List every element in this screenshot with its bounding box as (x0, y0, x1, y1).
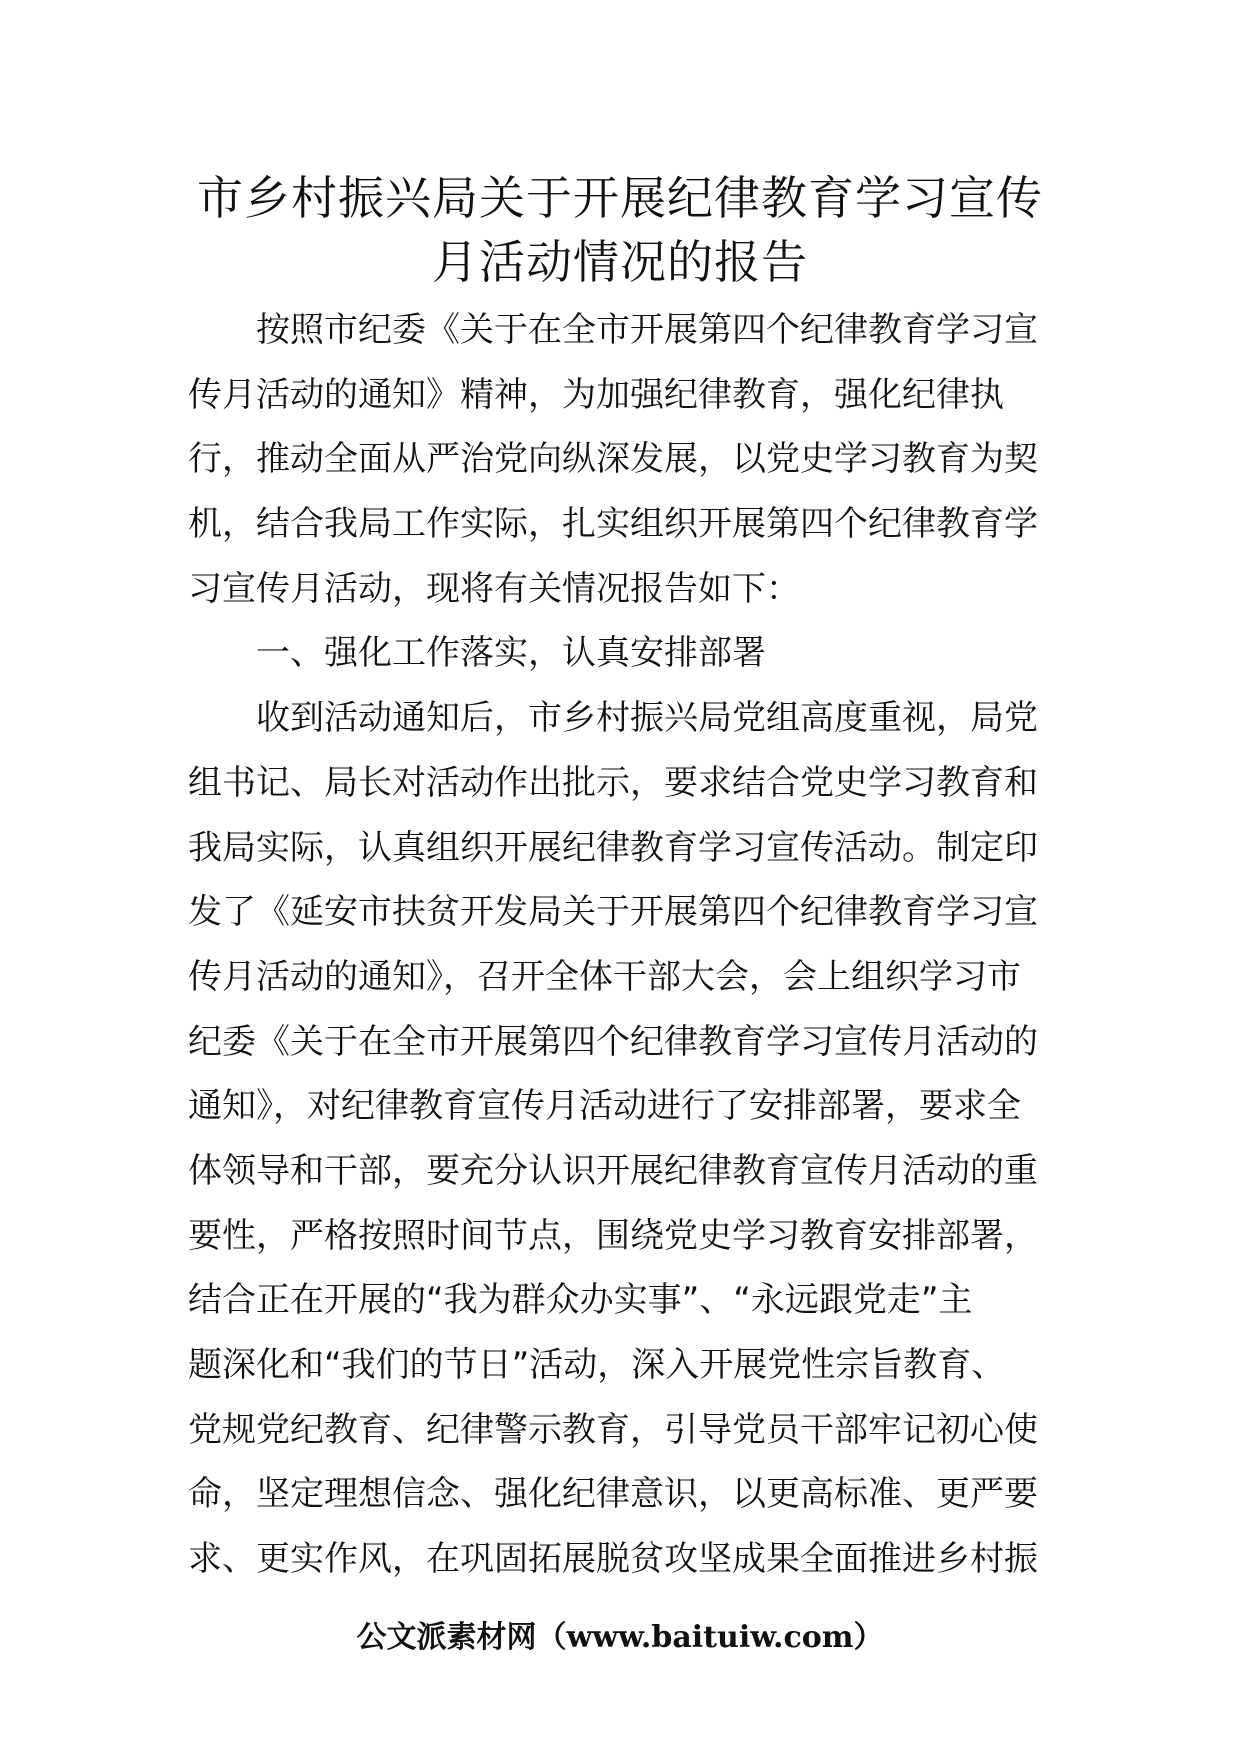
body-line: 机，结合我局工作实际，扎实组织开展第四个纪律教育学 (188, 504, 1038, 545)
body-line: 习宣传月活动，现将有关情况报告如下： (188, 568, 800, 609)
document-body (188, 298, 1058, 1592)
body-line: 我局实际，认真组织开展纪律教育学习宣传活动。制定印 (188, 827, 1038, 868)
body-line: 体领导和干部，要充分认识开展纪律教育宣传月活动的重 (188, 1150, 1038, 1191)
body-line: 结合正在开展的“我为群众办实事”、“永远跟党走”主 (188, 1280, 973, 1321)
body-line: 收到活动通知后，市乡村振兴局党组高度重视，局党 (256, 698, 1038, 739)
body-line: 组书记、局长对活动作出批示，要求结合党史学习教育和 (188, 762, 1038, 803)
body-line: 要性，严格按照时间节点，围绕党史学习教育安排部署， (188, 1215, 1038, 1256)
body-line: 按照市纪委《关于在全市开展第四个纪律教育学习宣 (256, 310, 1038, 350)
footer-watermark: 公文派素材网（www.baituiw.com） (356, 1620, 884, 1655)
section-heading: 一、强化工作落实，认真安排部署 (256, 633, 766, 674)
body-line: 传月活动的通知》精神，为加强纪律教育，强化纪律执 (188, 374, 1004, 415)
body-line: 命，坚定理想信念、强化纪律意识，以更高标准、更严要 (188, 1474, 1038, 1515)
body-line: 行，推动全面从严治党向纵深发展，以党史学习教育为契 (188, 439, 1038, 480)
body-line: 题深化和“我们的节日”活动，深入开展党性宗旨教育、 (188, 1345, 1006, 1385)
body-line: 发了《延安市扶贫开发局关于开展第四个纪律教育学习宣 (188, 892, 1038, 933)
body-line: 党规党纪教育、纪律警示教育，引导党员干部牢记初心使 (188, 1409, 1038, 1450)
body-line: 求、更实作风，在巩固拓展脱贫攻坚成果全面推进乡村振 (188, 1539, 1038, 1580)
body-line: 通知》，对纪律教育宣传月活动进行了安排部署，要求全 (188, 1086, 1021, 1127)
body-line: 纪委《关于在全市开展第四个纪律教育学习宣传月活动的 (188, 1021, 1038, 1062)
document-title-line-1: 市乡村振兴局关于开展纪律教育学习宣传 (197, 171, 1043, 225)
document-title-line-2: 月活动情况的报告 (432, 235, 808, 289)
body-line: 传月活动的通知》，召开全体干部大会，会上组织学习市 (188, 956, 1021, 997)
